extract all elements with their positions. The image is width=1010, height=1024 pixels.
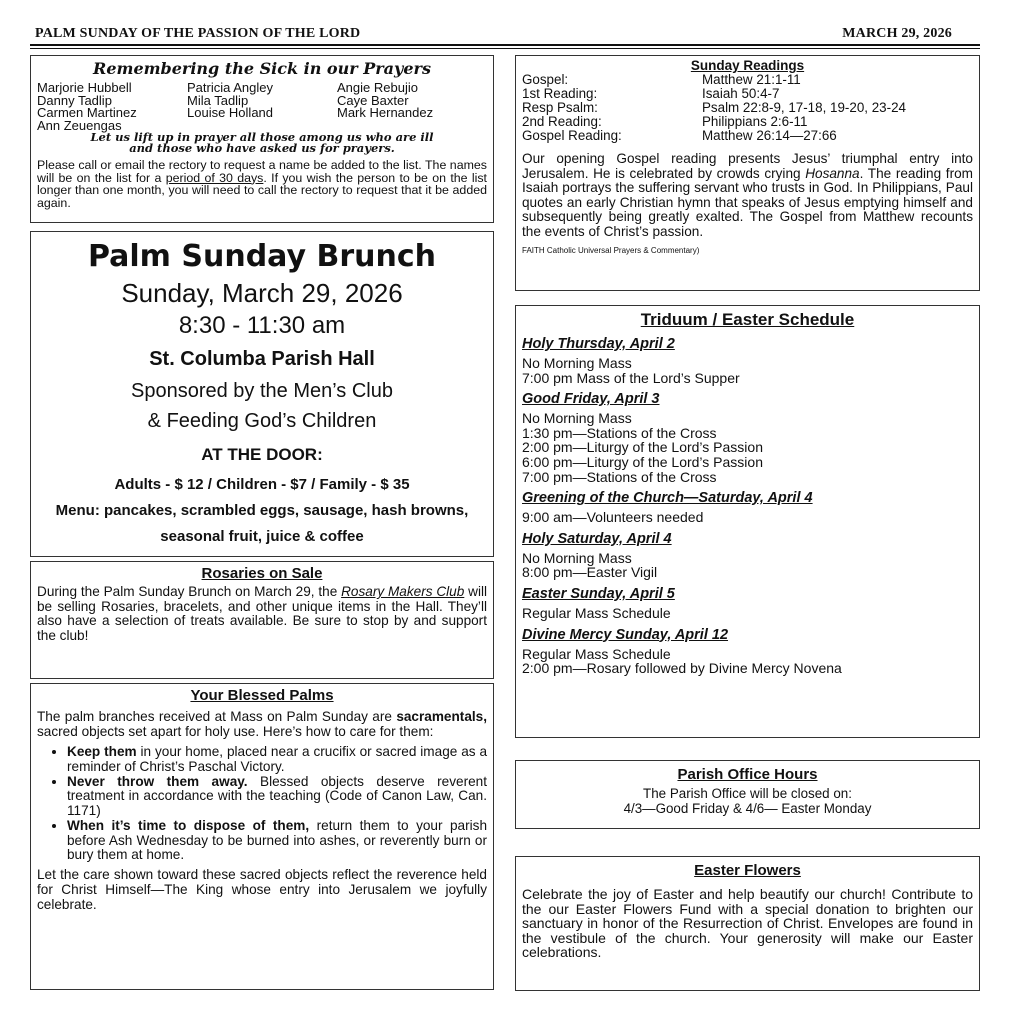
palms-box — [30, 683, 494, 990]
sick-note-period: period of 30 days — [165, 170, 264, 185]
header-rule — [30, 44, 980, 46]
easter-flowers-text: Celebrate the joy of Easter and help beautify our church! Contribute to the our Easter Flowers Fund with a special donation to brighten our sanctuary in honor of the Resurrection of Christ. Envelopes are found in the vestibule of the church. Your generosity will make our Easter celebrations. — [522, 886, 973, 961]
palms-care-item-text: Blessed objects deserve reverent treatment in accordance with the teaching (Code of Canon Law, Can. 1171) — [67, 774, 487, 818]
reading-citation: Philippians 2:6-11 — [702, 114, 808, 129]
sick-prayer-line-2: and those who have asked us for prayers. — [129, 141, 395, 155]
schedule-line: 2:00 pm—Liturgy of the Lord’s Passion — [522, 439, 763, 456]
schedule-heading: Good Friday, April 3 — [522, 391, 660, 408]
palms-intro — [37, 710, 487, 739]
sick-name: Carmen Martinez — [37, 105, 137, 120]
rosaries-text-2: will be selling Rosaries, bracelets, and other unique items in the Hall. They’ll also have a selection of treats available. Be sure to stop by and support the club! — [37, 584, 488, 643]
palms-intro-1: The palm branches received at Mass on Palm Sunday are — [37, 709, 397, 724]
sick-name: Caye Baxter — [337, 92, 409, 108]
sick-name: Danny Tadlip — [37, 92, 112, 108]
schedule-lines — [522, 510, 973, 525]
reading-label: 2nd Reading: — [522, 114, 602, 129]
sick-note — [37, 159, 487, 209]
readings-list — [522, 73, 973, 143]
brunch-time: 8:30 - 11:30 am — [178, 312, 346, 339]
reading-citation: Psalm 22:8-9, 17-18, 19-20, 23-24 — [702, 100, 906, 115]
schedule-line: 1:30 pm—Stations of the Cross — [522, 424, 717, 441]
palms-care-item-bold: When it’s time to dispose of them, — [67, 818, 310, 834]
sick-prayers-box — [30, 55, 494, 223]
schedule-line: 8:00 pm—Easter Vigil — [522, 564, 658, 581]
schedule-line: Regular Mass Schedule — [522, 645, 671, 662]
brunch-sponsor-2: & Feeding God’s Children — [147, 410, 377, 432]
rosaries-text-1: During the Palm Sunday Brunch on March 29, the — [37, 584, 342, 599]
palms-care-item-bold: Never throw them away. — [67, 774, 248, 789]
palms-care-item-text: return them to your parish before Ash Wednesday to be burned into ashes, or reverently burn or bury them at home. — [67, 818, 488, 863]
readings-source: FAITH Catholic Universal Prayers & Commentary) — [522, 245, 700, 255]
office-hours-title: Parish Office Hours — [677, 766, 818, 783]
reading-label: Gospel: — [522, 72, 569, 87]
office-hours-box — [515, 760, 980, 829]
reading-citation: Matthew 26:14—27:66 — [702, 128, 837, 143]
schedule-line: No Morning Mass — [522, 410, 632, 427]
brunch-date: Sunday, March 29, 2026 — [121, 278, 403, 308]
palms-care-list — [67, 745, 487, 862]
page-header-date: MARCH 29, 2026 — [842, 26, 952, 41]
palms-sacramentals: sacramentals, — [396, 709, 487, 724]
palms-care-item — [67, 819, 487, 862]
rosaries-text — [37, 585, 487, 643]
reading-label: 1st Reading: — [522, 86, 598, 101]
triduum-schedule — [522, 336, 973, 676]
sick-title: Remembering the Sick in our Prayers — [93, 59, 431, 78]
palms-care-item-text: in your home, placed near a crucifix or sacred image as a reminder of Christ’s Paschal Victory. — [67, 744, 487, 774]
triduum-box — [515, 305, 980, 738]
sick-name: Mila Tadlip — [187, 92, 249, 108]
sick-prayer-line-1: Let us lift up in prayer all those among us who are ill — [90, 130, 434, 144]
page-header-title: PALM SUNDAY OF THE PASSION OF THE LORD — [35, 26, 361, 41]
sick-note-text-2: . If you wish the person to be on the list longer than one month, you will need to call the rectory to request that it be added again. — [37, 170, 488, 210]
readings-box — [515, 55, 980, 291]
office-closed-label: The Parish Office will be closed on: — [643, 786, 852, 801]
header-rule-2 — [30, 48, 980, 49]
easter-flowers-box — [515, 856, 980, 991]
reading-label: Resp Psalm: — [522, 100, 598, 115]
schedule-lines — [522, 551, 973, 580]
triduum-title: Triduum / Easter Schedule — [640, 310, 855, 329]
rosaries-title: Rosaries on Sale — [201, 565, 323, 582]
reading-label: Gospel Reading: — [522, 128, 622, 143]
schedule-lines — [522, 411, 973, 484]
easter-flowers-title: Easter Flowers — [694, 862, 801, 879]
sick-name: Marjorie Hubbell — [37, 80, 132, 95]
readings-commentary — [522, 152, 973, 240]
brunch-prices: Adults - $ 12 / Children - $7 / Family - $ 35 — [114, 476, 410, 493]
schedule-line: No Morning Mass — [522, 355, 632, 371]
schedule-lines — [522, 606, 973, 621]
sick-names-list — [37, 82, 487, 132]
readings-title: Sunday Readings — [690, 58, 805, 73]
brunch-place: St. Columba Parish Hall — [149, 348, 375, 370]
schedule-heading: Holy Saturday, April 4 — [522, 530, 672, 547]
palms-care-item-bold: Keep them — [67, 744, 137, 760]
brunch-sponsor-1: Sponsored by the Men’s Club — [130, 380, 393, 402]
sick-name: Mark Hernandez — [337, 105, 434, 120]
brunch-box — [30, 231, 494, 557]
schedule-line: Regular Mass Schedule — [522, 604, 671, 621]
commentary-hosanna: Hosanna — [805, 165, 860, 181]
sick-name: Ann Zeuengas — [37, 117, 122, 133]
sick-name: Angie Rebujio — [337, 80, 418, 95]
reading-citation: Matthew 21:1-11 — [702, 72, 801, 87]
schedule-line: 7:00 pm Mass of the Lord’s Supper — [522, 369, 740, 386]
schedule-lines — [522, 647, 973, 676]
palms-closing: Let the care shown toward these sacred objects reflect the reverence held for Christ Himself—The King whose entry into Jerusalem we joyfully celebrate. — [37, 867, 487, 912]
palms-care-item — [67, 775, 487, 818]
schedule-heading: Holy Thursday, April 2 — [522, 336, 675, 352]
schedule-line: 2:00 pm—Rosary followed by Divine Mercy Novena — [522, 660, 842, 677]
rosaries-box — [30, 561, 494, 679]
palms-title: Your Blessed Palms — [190, 687, 334, 704]
commentary-1: Our opening Gospel reading presents Jesus’ triumphal entry into Jerusalem. He is celebrated by crowds crying — [522, 151, 973, 181]
brunch-door-label: AT THE DOOR: — [201, 445, 323, 464]
schedule-heading: Easter Sunday, April 5 — [522, 585, 675, 602]
sick-note-text: Please call or email the rectory to request a name be added to the list. The names will be on the list for a — [37, 158, 487, 185]
office-closed-dates: 4/3—Good Friday & 4/6— Easter Monday — [623, 801, 872, 816]
schedule-heading: Divine Mercy Sunday, April 12 — [522, 626, 729, 643]
schedule-heading: Greening of the Church—Saturday, April 4 — [522, 490, 813, 507]
brunch-title: Palm Sunday Brunch — [87, 239, 437, 274]
schedule-line: 6:00 pm—Liturgy of the Lord’s Passion — [522, 453, 763, 470]
palms-intro-2: sacred objects set apart for holy use. Here’s how to care for them: — [37, 723, 434, 739]
rosary-makers-club: Rosary Makers Club — [341, 584, 465, 599]
palms-care-item — [67, 745, 487, 774]
sick-name: Louise Holland — [187, 105, 274, 120]
sick-name: Patricia Angley — [187, 80, 273, 95]
reading-citation: Isaiah 50:4-7 — [702, 86, 780, 101]
schedule-line: No Morning Mass — [522, 549, 632, 566]
schedule-lines — [522, 356, 973, 385]
commentary-2: . The reading from Isaiah portrays the suffering servant who trusts in God. In Philippians, Paul quotes an early Christian hymn that speaks of Jesus emptying himself and subsequently being greatly exalted. The Gospel from Matthew recounts the events of Christ’s passion. — [522, 165, 973, 239]
schedule-line: 7:00 pm—Stations of the Cross — [522, 468, 717, 485]
schedule-line: 9:00 am—Volunteers needed — [522, 509, 704, 526]
brunch-menu: Menu: pancakes, scrambled eggs, sausage, hash browns, seasonal fruit, juice & coffee — [55, 502, 469, 545]
